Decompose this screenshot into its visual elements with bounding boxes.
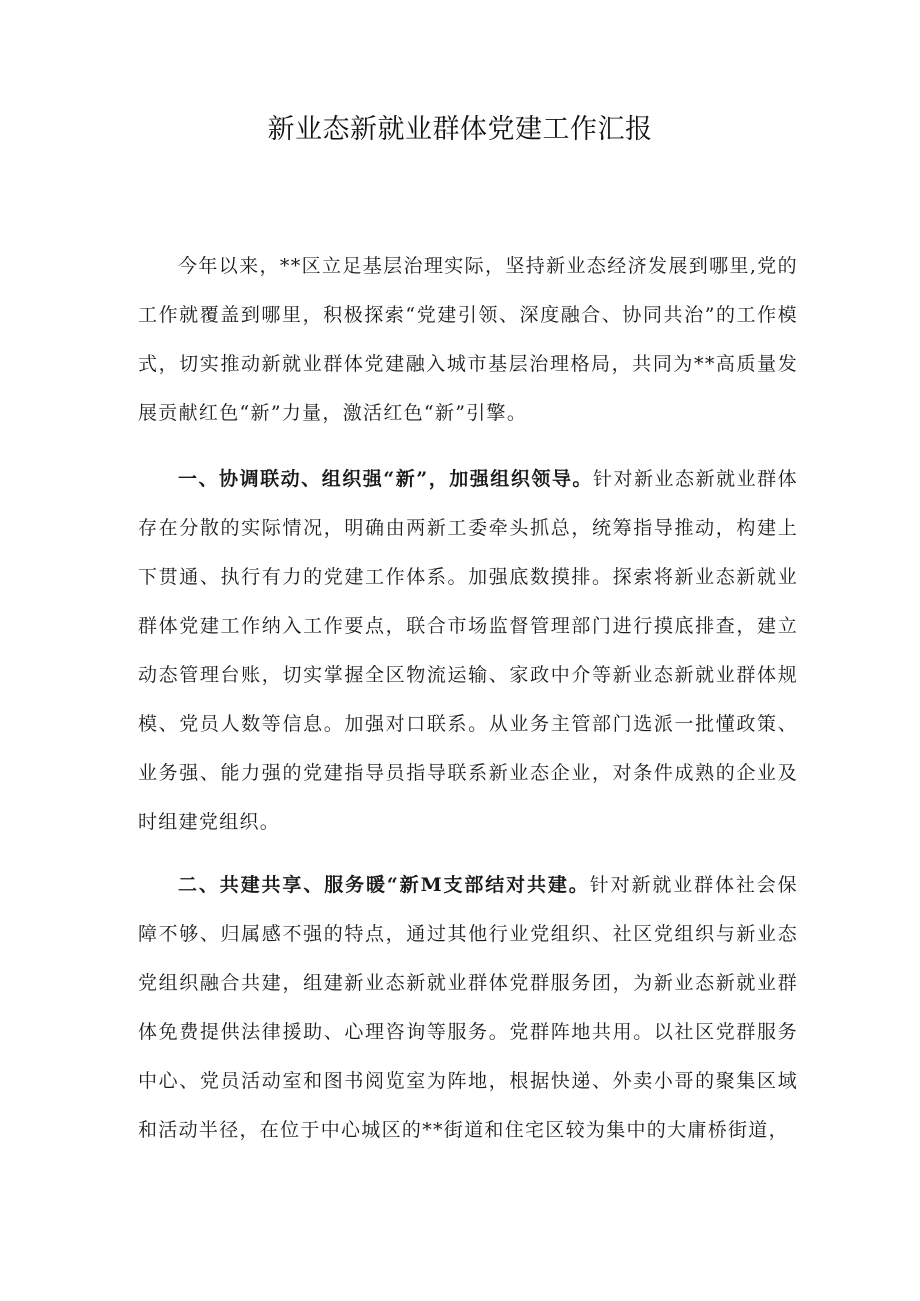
section-1-heading: 一、协调联动、组织强“新”，加强组织领导。 — [178, 468, 593, 490]
paragraph-section-1 — [138, 455, 798, 847]
paragraph-section-2 — [138, 861, 798, 1155]
section-2-heading: 二、共建共享、服务暖“新M支部结对共建。 — [178, 874, 590, 896]
paragraph-intro — [138, 242, 798, 438]
section-1-body: 针对新业态新就业群体存在分散的实际情况，明确由两新工委牵头抓总，统筹指导推动，构建上下贯通、执行有力的党建工作体系。加强底数摸排。探索将新业态新就业群体党建工作纳入工作要点，联合市场监督管理部门进行摸底排查，建立动态管理台账，切实掌握全区物流运输、家政中介等新业态新就业群体规模、党员人数等信息。加强对口联系。从业务主管部门选派一批懂政策、业务强、能力强的党建指导员指导联系新业态企业，对条件成熟的企业及时组建党组织。 — [138, 468, 798, 833]
paragraph-intro-text: 今年以来，**区立足基层治理实际，坚持新业态经济发展到哪里,党的工作就覆盖到哪里，积极探索“党建引领、深度融合、协同共治”的工作模式，切实推动新就业群体党建融入城市基层治理格局，共同为**高质量发展贡献红色“新”力量，激活红色“新”引擎。 — [138, 255, 798, 424]
section-2-body: 针对新就业群体社会保障不够、归属感不强的特点，通过其他行业党组织、社区党组织与新业态党组织融合共建，组建新业态新就业群体党群服务团，为新业态新就业群体免费提供法律援助、心理咨询等服务。党群阵地共用。以社区党群服务中心、党员活动室和图书阅览室为阵地，根据快递、外卖小哥的聚集区域和活动半径，在位于中心城区的**街道和住宅区较为集中的大庸桥街道， — [138, 874, 798, 1141]
document-title: 新业态新就业群体党建工作汇报 — [267, 114, 653, 145]
